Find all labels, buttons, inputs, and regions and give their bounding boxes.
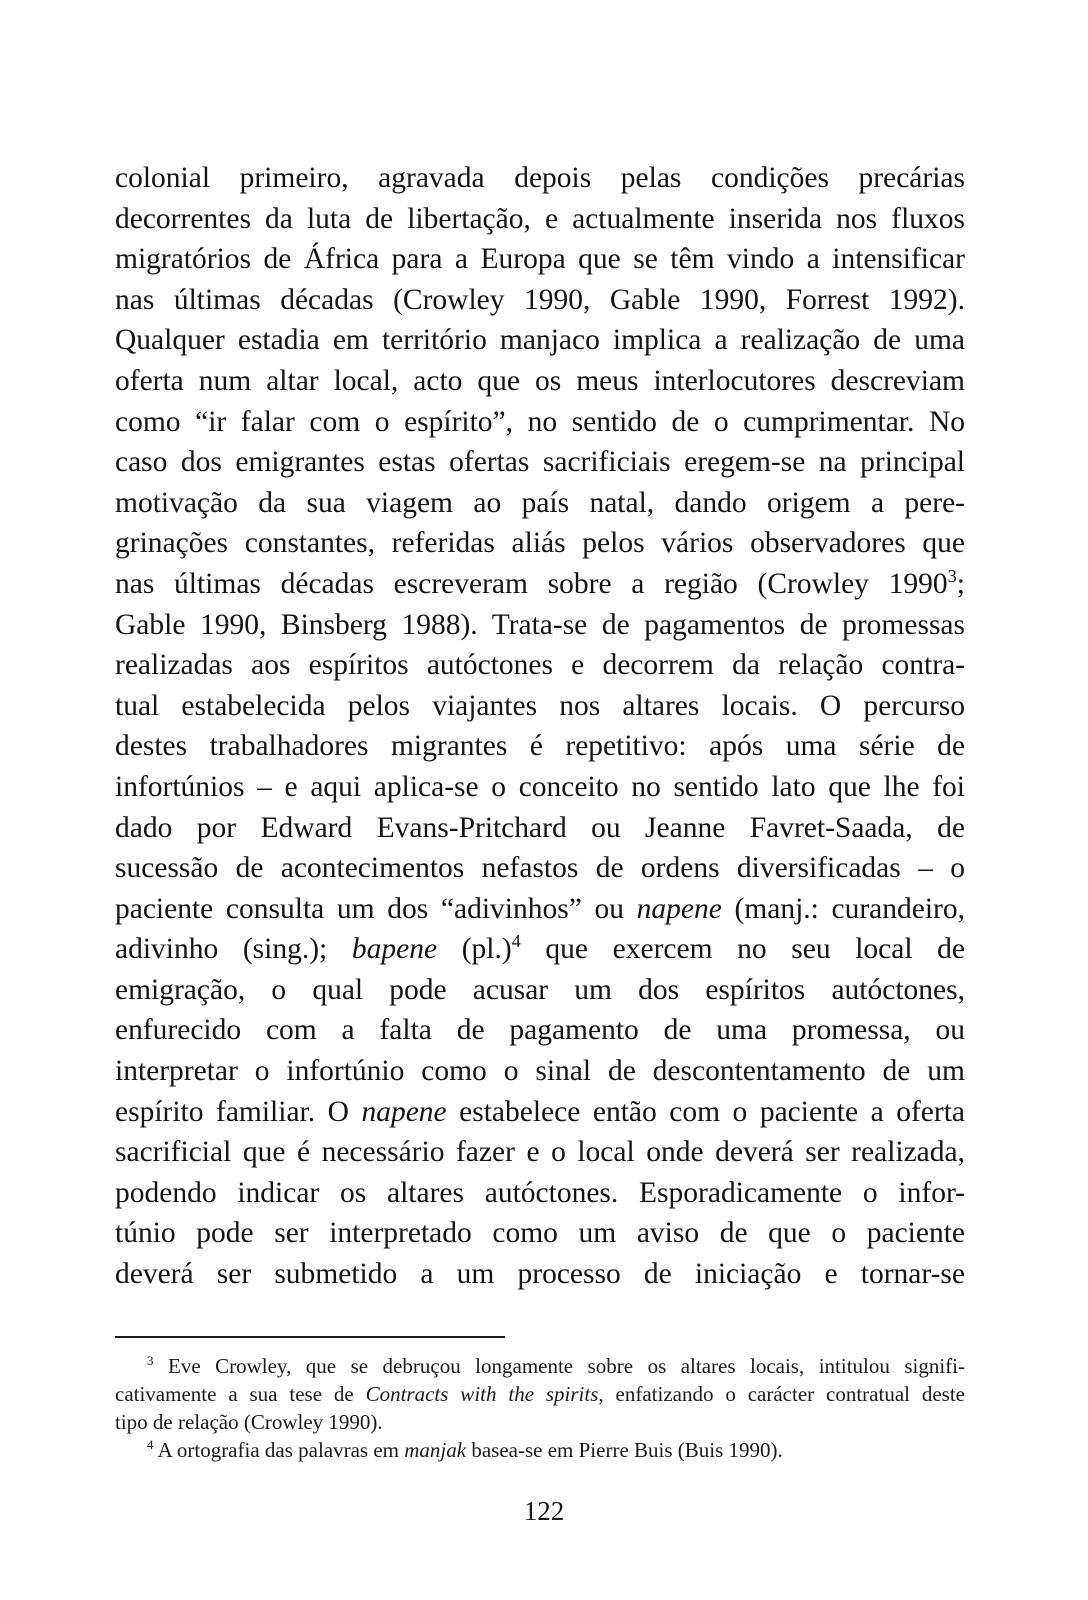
text-line: emigração, o qual pode acusar um dos espíritos autóctones, bbox=[115, 973, 965, 1006]
text-line: motivação da sua viagem ao país natal, dando origem a pere- bbox=[115, 486, 965, 519]
italic-term: bapene bbox=[351, 933, 438, 966]
footnote-ref-3[interactable]: 3 bbox=[947, 566, 957, 587]
text-line: Qualquer estadia em território manjaco implica a realização de uma bbox=[115, 324, 965, 357]
text-line: caso dos emigrantes estas ofertas sacrificiais eregem-se na principal bbox=[115, 446, 965, 479]
text-line: deverá ser submetido a um processo de iniciação e tornar-se bbox=[115, 1258, 965, 1291]
text-line: adivinho (sing.); bapene $(pl.)^4$ que exercem no seu local de bbox=[115, 931, 966, 966]
body-text bbox=[115, 158, 965, 1295]
text-line: túnio pode ser interpretado como um aviso de que o paciente bbox=[115, 1217, 965, 1250]
footnote-line: tipo de relação (Crowley 1990). bbox=[115, 1410, 383, 1434]
text-line: nas últimas décadas escreveram sobre a região (Crowley 1990$^3$; bbox=[115, 566, 965, 600]
footnotes bbox=[115, 1352, 965, 1464]
footnote-ref-4[interactable]: 4 bbox=[511, 931, 521, 952]
text-line: interpretar o infortúnio como o sinal de descontentamento de um bbox=[115, 1055, 965, 1088]
footnote-3: $^3$ Eve Crowley, que se debruçou longamente sobre os altares locais, intitulou signifi- bbox=[147, 1353, 965, 1378]
footnote-number: 4 bbox=[147, 1437, 154, 1452]
footnote-line: cativamente a sua tese de Contracts with the spirits, enfatizando o carácter contratual deste bbox=[115, 1382, 965, 1406]
text-line: migratórios de África para a Europa que se têm vindo a intensificar bbox=[115, 243, 965, 276]
page-number: 122 bbox=[523, 1496, 565, 1526]
text-line: como “ir falar com o espírito”, no sentido de o cumprimentar. No bbox=[115, 405, 965, 438]
text-line: podendo indicar os altares autóctones. Esporadicamente o infor- bbox=[115, 1176, 965, 1209]
text-line: tual estabelecida pelos viajantes nos altares locais. O percurso bbox=[115, 689, 965, 722]
text-line: sacrificial que é necessário fazer e o local onde deverá ser realizada, bbox=[115, 1136, 965, 1169]
text-line: dado por Edward Evans-Pritchard ou Jeanne Favret-Saada, de bbox=[115, 811, 965, 844]
italic-term: manjak bbox=[404, 1438, 467, 1462]
italic-title: Contracts with the spirits bbox=[365, 1382, 599, 1406]
text-line: nas últimas décadas (Crowley 1990, Gable 1990, Forrest 1992). bbox=[115, 283, 965, 316]
italic-term: napene bbox=[361, 1095, 447, 1128]
text-line: Gable 1990, Binsberg 1988). Trata-se de pagamentos de promessas bbox=[115, 608, 965, 641]
text-line: oferta num altar local, acto que os meus interlocutores descreviam bbox=[115, 364, 965, 397]
italic-term: napene bbox=[636, 892, 722, 925]
footnote-number: 3 bbox=[147, 1353, 154, 1368]
footnote-separator bbox=[115, 1336, 505, 1338]
text-line: sucessão de acontecimentos nefastos de ordens diversificadas – o bbox=[115, 852, 965, 885]
text-line: espírito familiar. O napene estabelece então com o paciente a oferta bbox=[115, 1095, 965, 1128]
text-line: decorrentes da luta de libertação, e actualmente inserida nos fluxos bbox=[115, 202, 965, 235]
footnote-4: $^4$ A ortografia das palavras em manjak basea-se em Pierre Buis (Buis 1990). bbox=[147, 1437, 783, 1462]
text-line: destes trabalhadores migrantes é repetitivo: após uma série de bbox=[115, 730, 965, 763]
text-line: enfurecido com a falta de pagamento de uma promessa, ou bbox=[115, 1014, 965, 1047]
text-line: realizadas aos espíritos autóctones e decorrem da relação contra- bbox=[115, 649, 965, 682]
text-line: grinações constantes, referidas aliás pelos vários observadores que bbox=[115, 527, 965, 560]
text-line: infortúnios – e aqui aplica-se o conceito no sentido lato que lhe foi bbox=[115, 770, 965, 803]
text-line: paciente consulta um dos “adivinhos” ou napene (manj.: curandeiro, bbox=[115, 892, 966, 925]
text-line: colonial primeiro, agravada depois pelas condições precárias bbox=[115, 162, 965, 194]
